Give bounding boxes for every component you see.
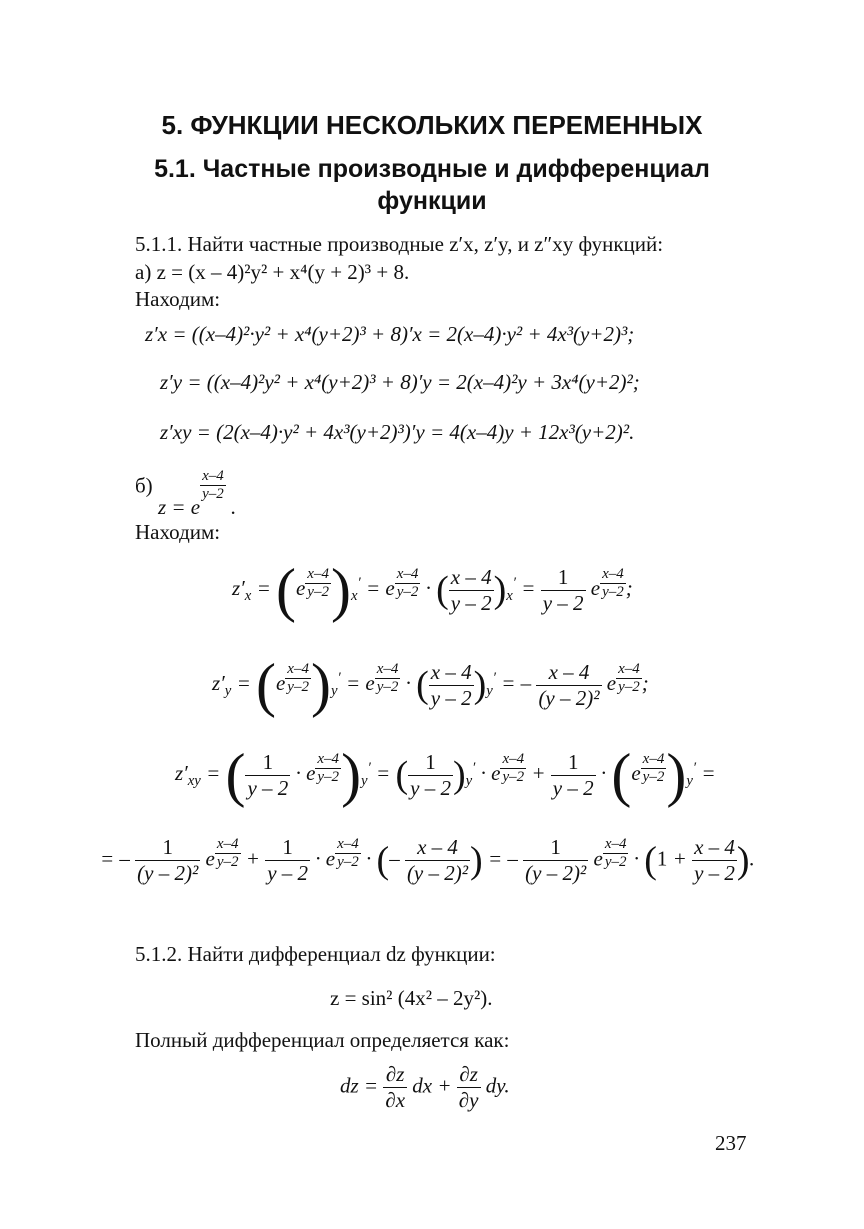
problem1-part-a: а) z = (x – 4)²y² + x⁴(y + 2)³ + 8. (135, 260, 410, 284)
problem1-finding-b: Находим: (135, 520, 221, 544)
equation-a1: z′x = ((x–4)²·y² + x⁴(y+2)³ + 8)′x = 2(x–4)·y² + 4x³(y+2)³; (145, 322, 635, 346)
part-b-label: б) (135, 473, 153, 498)
equation-a2: z′y = ((x–4)²y² + x⁴(y+2)³ + 8)′y = 2(x–4)²y + 3x⁴(y+2)²; (160, 370, 640, 394)
equation-b4: = – $\frac{1}{\text{(y – 2)²}}$ e $^{\frac{x-4}{y-2}}$ + $\frac{1}{y - 2}$ · e $^{\frac{x-4}{y-2}}$ · (– $\frac{x - 4}{\text{(y – 2)²}}$ ) = – $\frac{1}{\text{(y – 2)²}}$ e $^{\frac{x-4}{y-2}}$ · (1 + $\frac{x - 4}{y - 2}$ ). (100, 835, 755, 885)
equation-b2: $z'_y = (e$ $^{\frac{x-4}{y-2}}$ )$_y' = e$ $^{\frac{x-4}{y-2}}$ · ( $\frac{x - 4}{y - 2}$ )$_y'$ = – $\frac{x - 4}{\text{(y – 2)²}}$ e $^{\frac{x-4}{y-2}}$ ; (212, 652, 649, 718)
problem2-statement: 5.1.2. Найти дифференциал dz функции: (135, 942, 496, 966)
problem2-function: z = sin² (4x² – 2y²). (330, 986, 493, 1010)
section-title-line2: функции (377, 187, 487, 215)
problem1-statement: 5.1.1. Найти частные производные z′x, z′y, и z″xy функций: (135, 232, 664, 256)
problem1-finding-a: Находим: (135, 287, 221, 311)
chapter-title: 5. ФУНКЦИИ НЕСКОЛЬКИХ ПЕРЕМЕННЫХ (161, 110, 703, 140)
section-title (100, 153, 764, 217)
equation-b1: $z'_x = (e$ $^{\frac{x-4}{y-2}}$ )$_x' = e$ $^{\frac{x-4}{y-2}}$ · ( $\frac{x - 4}{y - 2}$ )$_x'$ = $\frac{1}{y - 2}$ e $^{\frac{x-4}{y-2}}$ ; (232, 557, 633, 623)
problem2-text: Полный дифференциал определяется как: (135, 1028, 510, 1052)
equation-dz: dz = $\frac{\partial z}{\partial x}$ dx + $\frac{\partial z}{\partial y}$ dy. (340, 1062, 510, 1112)
page-number: 237 (715, 1131, 747, 1155)
equation-a3: z′xy = (2(x–4)·y² + 4x³(y+2)³)′y = 4(x–4)y + 12x³(y+2)². (160, 420, 635, 444)
equation-b3: $z'_{xy}$ = ( $\frac{1}{y - 2}$ · e $^{\frac{x-4}{y-2}}$ )$_y'$ = ( $\frac{1}{y - 2}$ )$_y' \cdot e$ $^{\frac{x-4}{y-2}}$ + $\frac{1}{y - 2}$ · (e $^{\frac{x-4}{y-2}}$ )$_y'$ = (175, 742, 716, 808)
section-title-line1: 5.1. Частные производные и дифференциал (154, 155, 710, 183)
equation-b-function: б) z = e $\frac{x-4}{y-2}$ . (135, 468, 237, 520)
